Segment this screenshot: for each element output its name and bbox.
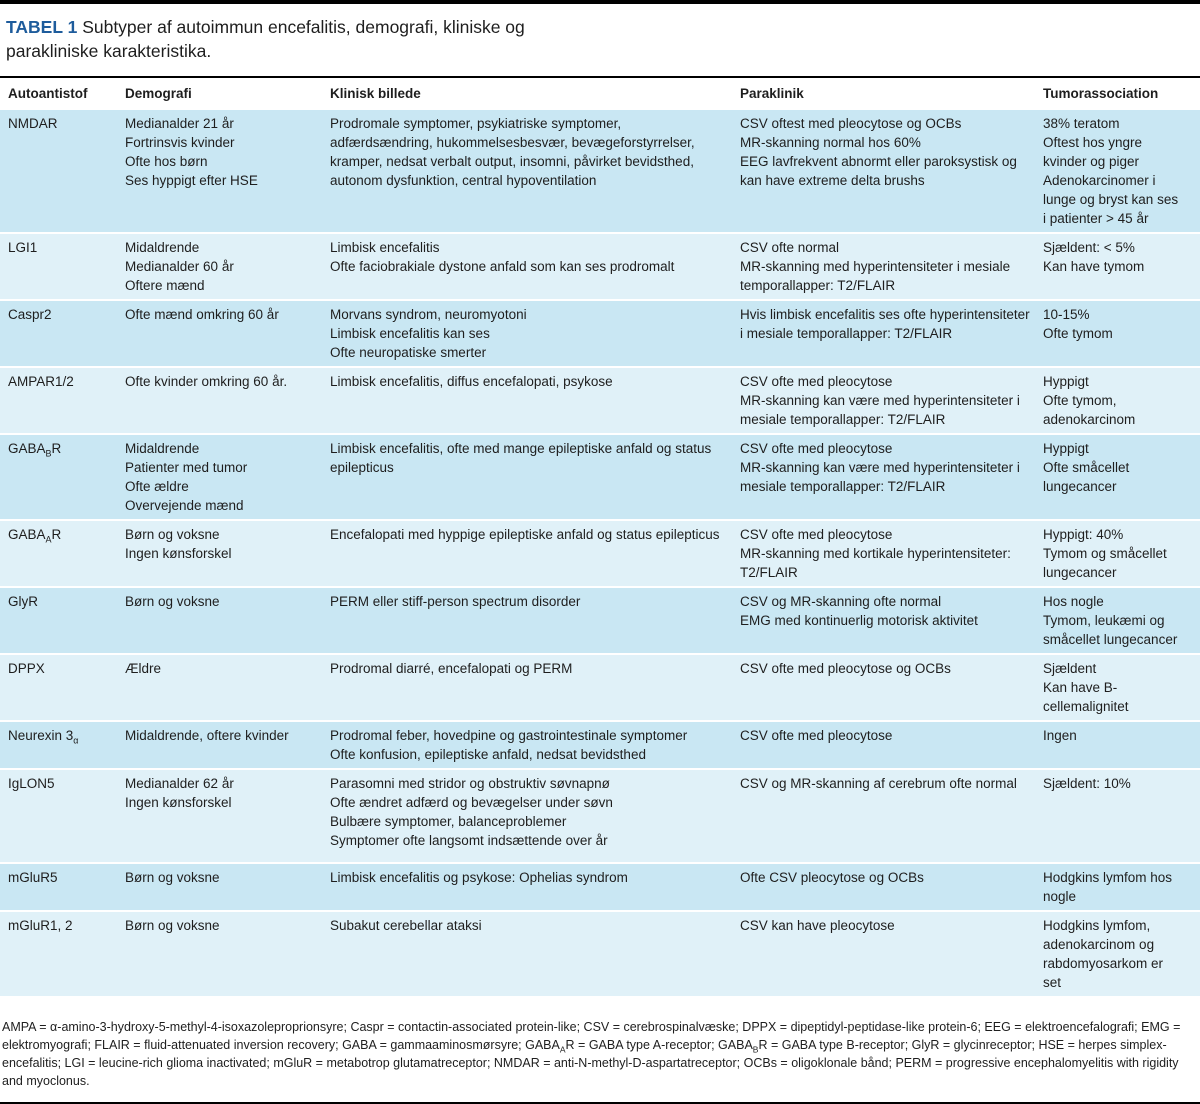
cell-autoantistof <box>8 372 125 429</box>
table-number-label: TABEL 1 <box>6 17 78 37</box>
text-line: Prodromale symptomer, psykiatriske symptomer, adfærdsændring, hukommelsesbesvær, bevægeforstyrrelser, kramper, nedsat verbalt output, insomni, påvirket bevidsthed, autonom dysfunktion, central hypoventilation <box>330 116 695 188</box>
text-line: CSV ofte med pleocytose <box>740 728 893 743</box>
text-line: Ofte neuropatiske smerter <box>330 345 487 360</box>
table-footnote <box>0 1009 1200 1090</box>
text-segment: Caspr2 <box>8 307 52 322</box>
cell-autoantistof <box>8 868 125 906</box>
cell-autoantistof <box>8 305 125 362</box>
text-line: Prodromal feber, hovedpine og gastrointestinale symptomer <box>330 728 688 743</box>
text-line: Hyppigt <box>1043 441 1089 456</box>
column-header-autoantistof: Autoantistof <box>8 86 88 101</box>
cell-tumorassociation <box>1043 439 1192 515</box>
text-line: EMG med kontinuerlig motorisk aktivitet <box>740 613 978 628</box>
cell-paraklinik <box>740 305 1043 362</box>
text-line: Børn og voksne <box>125 594 220 609</box>
text-line: CSV og MR-skanning af cerebrum ofte normal <box>740 776 1017 791</box>
cell-klinisk-billede <box>330 868 740 906</box>
cell-demografi <box>125 774 330 858</box>
text-line: Ofte tymom, adenokarcinom <box>1043 393 1136 427</box>
text-line: Prodromal diarré, encefalopati og PERM <box>330 661 573 676</box>
text-line: EEG lavfrekvent abnormt eller paroksystisk og kan have extreme delta brushs <box>740 154 1017 188</box>
text-segment: AMPA = α-amino-3-hydroxy-5-methyl-4-isoxazoleproprionsyre; Caspr = contactin-associated protein-like; CSV = cerebrospinalvæske; DPPX = dipeptidyl-peptidase-like protein-6; EEG = elektroencefalografi; EMG = elektromyografi; FLAIR = fluid-attenuated inversion recovery; GABA = gammaaminosmørsyre; GABA <box>2 1019 1181 1052</box>
text-line: Limbisk encefalitis, diffus encefalopati, psykose <box>330 374 613 389</box>
text-segment: DPPX <box>8 661 45 676</box>
text-line: Ofte kvinder omkring 60 år. <box>125 374 288 389</box>
cell-paraklinik <box>740 774 1043 858</box>
text-line: Børn og voksne <box>125 527 220 542</box>
cell-klinisk-billede <box>330 726 740 764</box>
cell-autoantistof <box>8 726 125 764</box>
text-line: Limbisk encefalitis kan ses <box>330 326 490 341</box>
text-line: Ofte tymom <box>1043 326 1113 341</box>
table-row <box>0 655 1200 720</box>
text-line: Oftere mænd <box>125 278 205 293</box>
table-row <box>0 864 1200 910</box>
table-row <box>0 912 1200 996</box>
text-line: MR-skanning kan være med hyperintensiteter i mesiale temporallapper: T2/FLAIR <box>740 460 1020 494</box>
text-segment: R = GABA type A-receptor; GABA <box>565 1037 753 1052</box>
cell-klinisk-billede <box>330 916 740 992</box>
cell-klinisk-billede <box>330 774 740 858</box>
text-segment: R <box>51 441 62 456</box>
cell-demografi <box>125 659 330 716</box>
text-line: Morvans syndrom, neuromyotoni <box>330 307 527 322</box>
text-line: Subakut cerebellar ataksi <box>330 918 482 933</box>
text-line: Kan have B-cellemalignitet <box>1043 680 1129 714</box>
text-line: Ofte faciobrakiale dystone anfald som kan ses prodromalt <box>330 259 675 274</box>
text-line: Ingen <box>1043 728 1077 743</box>
cell-demografi <box>125 868 330 906</box>
subscript-text: A <box>559 1044 566 1054</box>
column-header-tumorassociation: Tumorassociation <box>1043 86 1159 101</box>
text-line: CSV ofte med pleocytose <box>740 441 893 456</box>
cell-paraklinik <box>740 659 1043 716</box>
table-body <box>0 110 1200 996</box>
table-row <box>0 770 1200 862</box>
text-line: Midaldrende <box>125 441 200 456</box>
text-line: Limbisk encefalitis, ofte med mange epileptiske anfald og status epilepticus <box>330 441 712 475</box>
text-line: Parasomni med stridor og obstruktiv søvnapnø <box>330 776 610 791</box>
text-line: Tymom og småcellet lungecancer <box>1043 546 1167 580</box>
subscript-text: α <box>73 735 79 746</box>
cell-paraklinik <box>740 372 1043 429</box>
text-line: PERM eller stiff-person spectrum disorder <box>330 594 581 609</box>
text-line: Ofte ældre <box>125 479 189 494</box>
cell-tumorassociation <box>1043 868 1192 906</box>
text-segment: GABA <box>8 441 46 456</box>
cell-paraklinik <box>740 114 1043 228</box>
cell-autoantistof <box>8 238 125 295</box>
cell-autoantistof <box>8 439 125 515</box>
text-line: Encefalopati med hyppige epileptiske anfald og status epilepticus <box>330 527 720 542</box>
cell-paraklinik <box>740 439 1043 515</box>
cell-tumorassociation <box>1043 726 1192 764</box>
cell-autoantistof <box>8 916 125 992</box>
text-line: Medianalder 62 år <box>125 776 234 791</box>
cell-klinisk-billede <box>330 372 740 429</box>
text-line: Tymom, leukæmi og småcellet lungecancer <box>1043 613 1178 647</box>
cell-paraklinik <box>740 592 1043 649</box>
text-line: Hos nogle <box>1043 594 1104 609</box>
text-line: MR-skanning normal hos 60% <box>740 135 921 150</box>
table-header <box>0 78 1200 110</box>
subscript-text: B <box>45 448 52 459</box>
table-row <box>0 722 1200 768</box>
text-line: Medianalder 21 år <box>125 116 234 131</box>
text-segment: mGluR1, 2 <box>8 918 73 933</box>
cell-tumorassociation <box>1043 525 1192 582</box>
text-line: CSV og MR-skanning ofte normal <box>740 594 942 609</box>
text-segment: AMPAR1/2 <box>8 374 74 389</box>
text-segment: NMDAR <box>8 116 58 131</box>
text-line: MR-skanning kan være med hyperintensiteter i mesiale temporallapper: T2/FLAIR <box>740 393 1020 427</box>
text-line: MR-skanning med kortikale hyperintensiteter: T2/FLAIR <box>740 546 1011 580</box>
cell-demografi <box>125 592 330 649</box>
cell-demografi <box>125 439 330 515</box>
subscript-text: A <box>45 534 52 545</box>
text-line: Patienter med tumor <box>125 460 248 475</box>
cell-paraklinik <box>740 238 1043 295</box>
text-line: Ses hyppigt efter HSE <box>125 173 258 188</box>
text-line: CSV oftest med pleocytose og OCBs <box>740 116 962 131</box>
cell-autoantistof <box>8 659 125 716</box>
text-line: Ofte mænd omkring 60 år <box>125 307 279 322</box>
table-row <box>0 435 1200 519</box>
column-header-klinisk-billede: Klinisk billede <box>330 86 421 101</box>
cell-klinisk-billede <box>330 305 740 362</box>
text-line: Sjældent <box>1043 661 1097 676</box>
text-line: Hvis limbisk encefalitis ses ofte hyperintensiteter i mesiale temporallapper: T2/FLAIR <box>740 307 1030 341</box>
cell-demografi <box>125 114 330 228</box>
text-line: Hodgkins lymfom hos nogle <box>1043 870 1173 904</box>
cell-demografi <box>125 916 330 992</box>
text-segment: GABA <box>8 527 46 542</box>
cell-paraklinik <box>740 525 1043 582</box>
text-segment: mGluR5 <box>8 870 58 885</box>
text-line: Midaldrende <box>125 240 200 255</box>
text-line: CSV ofte med pleocytose <box>740 527 893 542</box>
cell-tumorassociation <box>1043 305 1192 362</box>
cell-klinisk-billede <box>330 114 740 228</box>
text-line: Medianalder 60 år <box>125 259 234 274</box>
subscript-text: B <box>752 1044 759 1054</box>
text-line: 10-15% <box>1043 307 1090 322</box>
text-line: Ældre <box>125 661 162 676</box>
text-line: Overvejende mænd <box>125 498 244 513</box>
text-line: CSV ofte normal <box>740 240 840 255</box>
text-line: CSV kan have pleocytose <box>740 918 895 933</box>
cell-klinisk-billede <box>330 238 740 295</box>
cell-tumorassociation <box>1043 238 1192 295</box>
cell-paraklinik <box>740 726 1043 764</box>
cell-klinisk-billede <box>330 439 740 515</box>
column-header-paraklinik: Paraklinik <box>740 86 804 101</box>
cell-tumorassociation <box>1043 774 1192 858</box>
text-line: 38% teratom <box>1043 116 1120 131</box>
cell-demografi <box>125 238 330 295</box>
text-segment: R <box>51 527 62 542</box>
text-line: Ingen kønsforskel <box>125 546 232 561</box>
text-line: Børn og voksne <box>125 918 220 933</box>
text-line: Limbisk encefalitis <box>330 240 440 255</box>
text-line: CSV ofte med pleocytose og OCBs <box>740 661 951 676</box>
column-header-demografi: Demografi <box>125 86 192 101</box>
text-segment: LGI1 <box>8 240 38 255</box>
text-line: Hodgkins lymfom, adenokarcinom og rabdomyosarkom er set <box>1043 918 1164 990</box>
text-line: Ofte småcellet lungecancer <box>1043 460 1130 494</box>
text-line: Bulbære symptomer, balanceproblemer <box>330 814 567 829</box>
text-line: Hyppigt: 40% <box>1043 527 1124 542</box>
text-line: Limbisk encefalitis og psykose: Ophelias syndrom <box>330 870 628 885</box>
text-line: Ofte CSV pleocytose og OCBs <box>740 870 924 885</box>
text-line: CSV ofte med pleocytose <box>740 374 893 389</box>
table-row <box>0 234 1200 299</box>
text-line: Ofte ændret adfærd og bevægelser under søvn <box>330 795 613 810</box>
cell-tumorassociation <box>1043 114 1192 228</box>
table-row <box>0 110 1200 232</box>
text-line: Hyppigt <box>1043 374 1089 389</box>
cell-tumorassociation <box>1043 916 1192 992</box>
text-line: Ofte konfusion, epileptiske anfald, nedsat bevidsthed <box>330 747 646 762</box>
text-line: Sjældent: < 5% <box>1043 240 1135 255</box>
caption-text: Subtyper af autoimmun encefalitis, demografi, kliniske og parakliniske karakteristika. <box>6 17 525 61</box>
table-row <box>0 368 1200 433</box>
cell-klinisk-billede <box>330 525 740 582</box>
text-line: Midaldrende, oftere kvinder <box>125 728 289 743</box>
text-line: Ofte hos børn <box>125 154 208 169</box>
text-line: Børn og voksne <box>125 870 220 885</box>
cell-klinisk-billede <box>330 592 740 649</box>
text-line: Kan have tymom <box>1043 259 1145 274</box>
table-row <box>0 521 1200 586</box>
cell-paraklinik <box>740 868 1043 906</box>
text-line: Fortrinsvis kvinder <box>125 135 235 150</box>
text-segment: GlyR <box>8 594 38 609</box>
cell-tumorassociation <box>1043 659 1192 716</box>
text-segment: R = GABA type B-receptor; GlyR = glycinreceptor; HSE = herpes simplex-encefalitis; LGI = leucine-rich glioma inactivated; mGluR = metabotrop glutamatreceptor; NMDAR = anti-N-methyl-D-aspartatreceptor; OCBs = oligoklonale bånd; PERM = progressive encephalomyelitis with rigidity and myoclonus. <box>2 1037 1179 1088</box>
text-line: MR-skanning med hyperintensiteter i mesiale temporallapper: T2/FLAIR <box>740 259 1011 293</box>
text-segment: IgLON5 <box>8 776 55 791</box>
text-line: Oftest hos yngre kvinder og piger <box>1043 135 1143 169</box>
cell-demografi <box>125 726 330 764</box>
cell-paraklinik <box>740 916 1043 992</box>
cell-autoantistof <box>8 774 125 858</box>
table-row <box>0 301 1200 366</box>
text-line: Symptomer ofte langsomt indsættende over år <box>330 833 608 848</box>
cell-tumorassociation <box>1043 592 1192 649</box>
cell-klinisk-billede <box>330 659 740 716</box>
text-line: Ingen kønsforskel <box>125 795 232 810</box>
cell-demografi <box>125 372 330 429</box>
text-line: Adenokarcinomer i lunge og bryst kan ses i patienter > 45 år <box>1043 173 1179 226</box>
cell-tumorassociation <box>1043 372 1192 429</box>
cell-autoantistof <box>8 525 125 582</box>
cell-demografi <box>125 305 330 362</box>
cell-autoantistof <box>8 592 125 649</box>
text-segment: Neurexin 3 <box>8 728 74 743</box>
table-caption <box>0 4 544 76</box>
cell-autoantistof <box>8 114 125 228</box>
table-row <box>0 588 1200 653</box>
text-line: Sjældent: 10% <box>1043 776 1131 791</box>
cell-demografi <box>125 525 330 582</box>
